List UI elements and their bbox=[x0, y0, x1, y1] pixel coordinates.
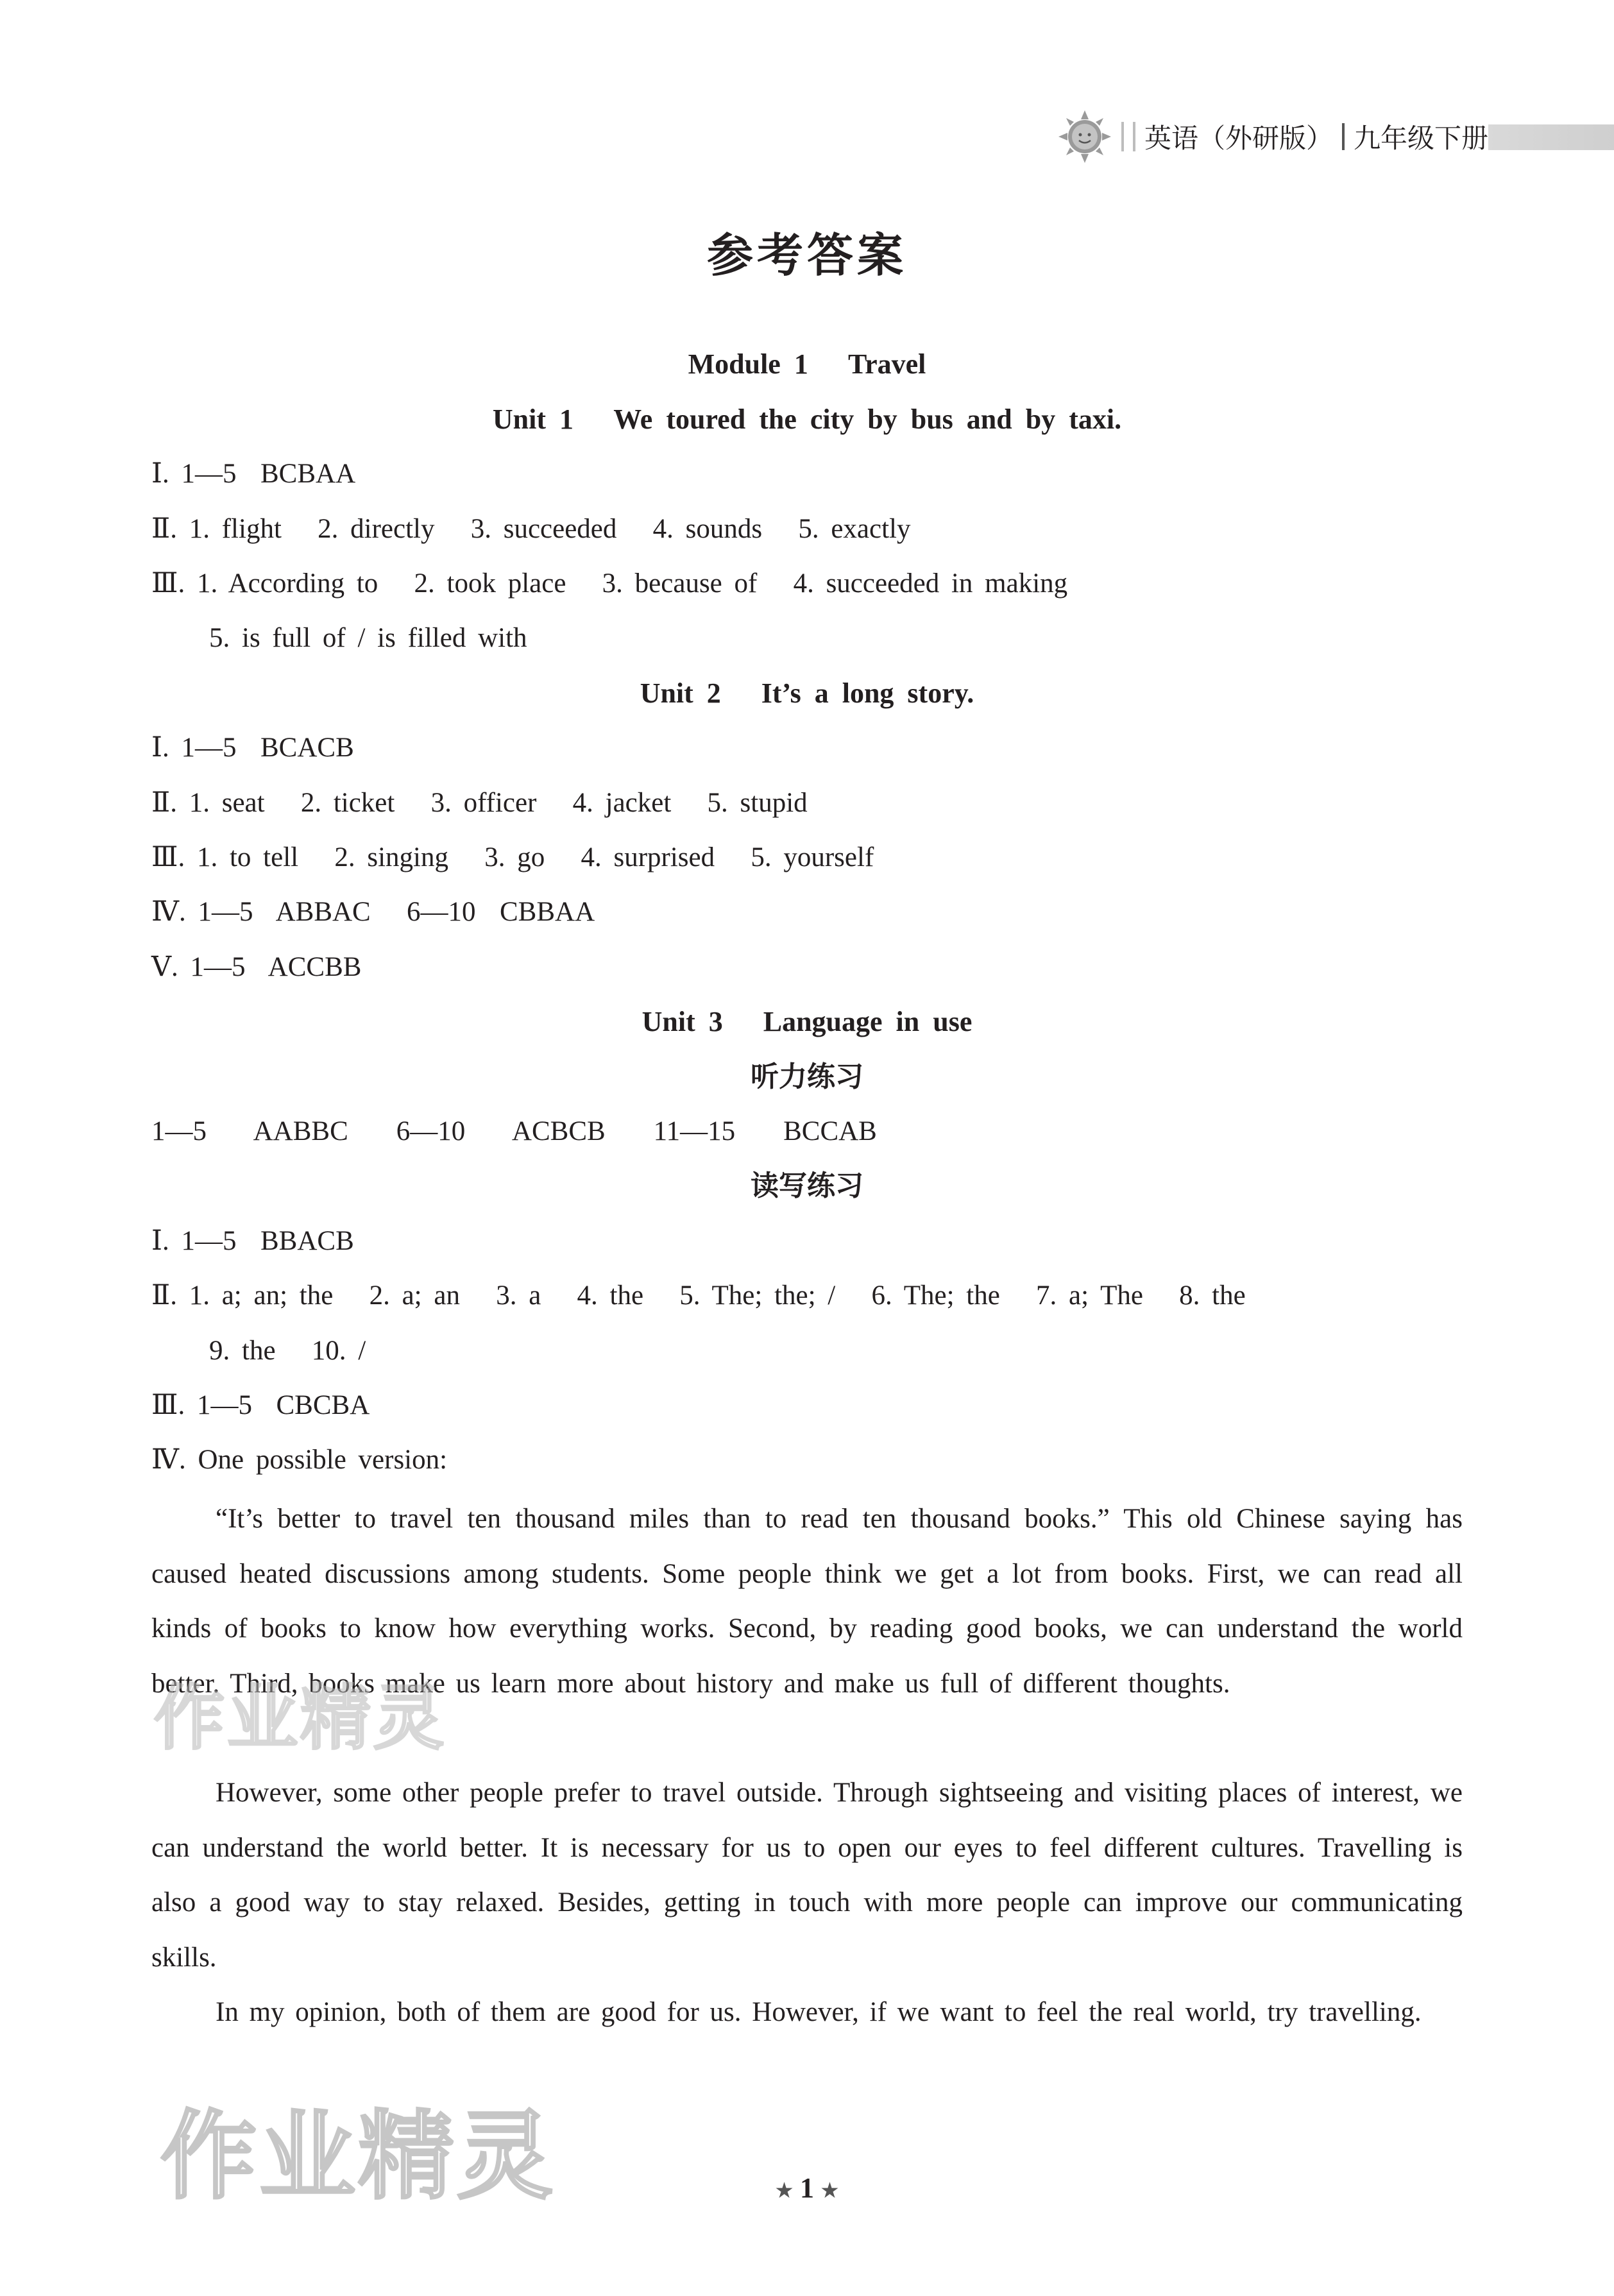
unit3-line-1: Ⅰ. 1—5 BBACB bbox=[151, 1226, 354, 1256]
unit3-line-5: Ⅳ. One possible version: bbox=[151, 1445, 448, 1475]
header-subject: 英语（外研版） bbox=[1144, 123, 1333, 154]
unit1-line-2: Ⅱ. 1. flight 2. directly 3. succeeded 4. sounds 5. exactly bbox=[151, 514, 911, 544]
essay-paragraph-3 bbox=[151, 1985, 1463, 2040]
unit3-line-3: 9. the 10. / bbox=[209, 1336, 366, 1366]
header-divider bbox=[1121, 122, 1135, 151]
header-grade: 九年级下册 bbox=[1353, 123, 1488, 154]
unit2-line-2: Ⅱ. 1. seat 2. ticket 3. officer 4. jacket 5. stupid bbox=[151, 788, 808, 818]
unit2-line-5: Ⅴ. 1—5 ACCBB bbox=[151, 952, 362, 982]
unit2-line-1: Ⅰ. 1—5 BCACB bbox=[151, 733, 354, 763]
unit2-title: Unit 2 It’s a long story. bbox=[640, 677, 974, 709]
watermark-middle: 作业精灵 bbox=[154, 1677, 446, 1759]
reading-writing-heading: 读写练习 bbox=[751, 1169, 863, 1202]
watermark-bottom: 作业精灵 bbox=[160, 2101, 556, 2213]
essay-text-2: However, some other people prefer to travel outside. Through sightseeing and visiting places of interest, we can understand the world better. It is necessary for us to open our eyes to feel different cultures. Travelling is also a good way to stay relaxed. Besides, getting in touch with more people can improve our communicating skills. bbox=[151, 1778, 1463, 1973]
unit1-line-3: Ⅲ. 1. According to 2. took place 3. because of 4. succeeded in making bbox=[151, 568, 1068, 599]
unit3-line-2: Ⅱ. 1. a; an; the 2. a; an 3. a 4. the 5. The; the; / 6. The; the 7. a; The 8. the bbox=[151, 1280, 1246, 1311]
unit2-line-3: Ⅲ. 1. to tell 2. singing 3. go 4. surprised 5. yourself bbox=[151, 842, 874, 872]
header-bar bbox=[1488, 124, 1614, 150]
star-icon: ★ bbox=[776, 2180, 793, 2202]
page-number: 1 bbox=[800, 2172, 814, 2204]
module-title: Module 1 Travel bbox=[688, 348, 926, 380]
unit3-title: Unit 3 Language in use bbox=[641, 1006, 973, 1037]
listening-answers: 1—5 AABBC 6—10 ACBCB 11—15 BCCAB bbox=[151, 1116, 877, 1146]
sun-icon bbox=[1057, 109, 1112, 164]
page-number-footer bbox=[0, 2172, 1614, 2204]
unit2-line-4: Ⅳ. 1—5 ABBAC 6—10 CBBAA bbox=[151, 897, 595, 927]
page-title: 参考答案 bbox=[706, 228, 907, 282]
unit1-line-4: 5. is full of / is filled with bbox=[209, 623, 527, 653]
essay-text-1: “It’s better to travel ten thousand miles than to read ten thousand books.” This old Chinese saying has caused heated discussions among students. Some people think we get a lot from books. First, we can read all kinds of books to know how everything works. Second, by reading good books, we can understand the world better. Third, books make us learn more about history and make us full of different thoughts. bbox=[151, 1504, 1463, 1699]
unit1-title: Unit 1 We toured the city by bus and by taxi. bbox=[492, 404, 1122, 435]
star-icon: ★ bbox=[821, 2180, 838, 2202]
unit3-line-4: Ⅲ. 1—5 CBCBA bbox=[151, 1390, 370, 1420]
essay-text-3: In my opinion, both of them are good for us. However, if we want to feel the real world, try travelling. bbox=[216, 1997, 1422, 2027]
listening-heading: 听力练习 bbox=[751, 1060, 863, 1093]
essay-paragraph-2 bbox=[151, 1765, 1463, 1985]
running-header bbox=[1057, 114, 1488, 159]
header-separator bbox=[1342, 123, 1345, 150]
unit1-line-1: Ⅰ. 1—5 BCBAA bbox=[151, 459, 356, 489]
